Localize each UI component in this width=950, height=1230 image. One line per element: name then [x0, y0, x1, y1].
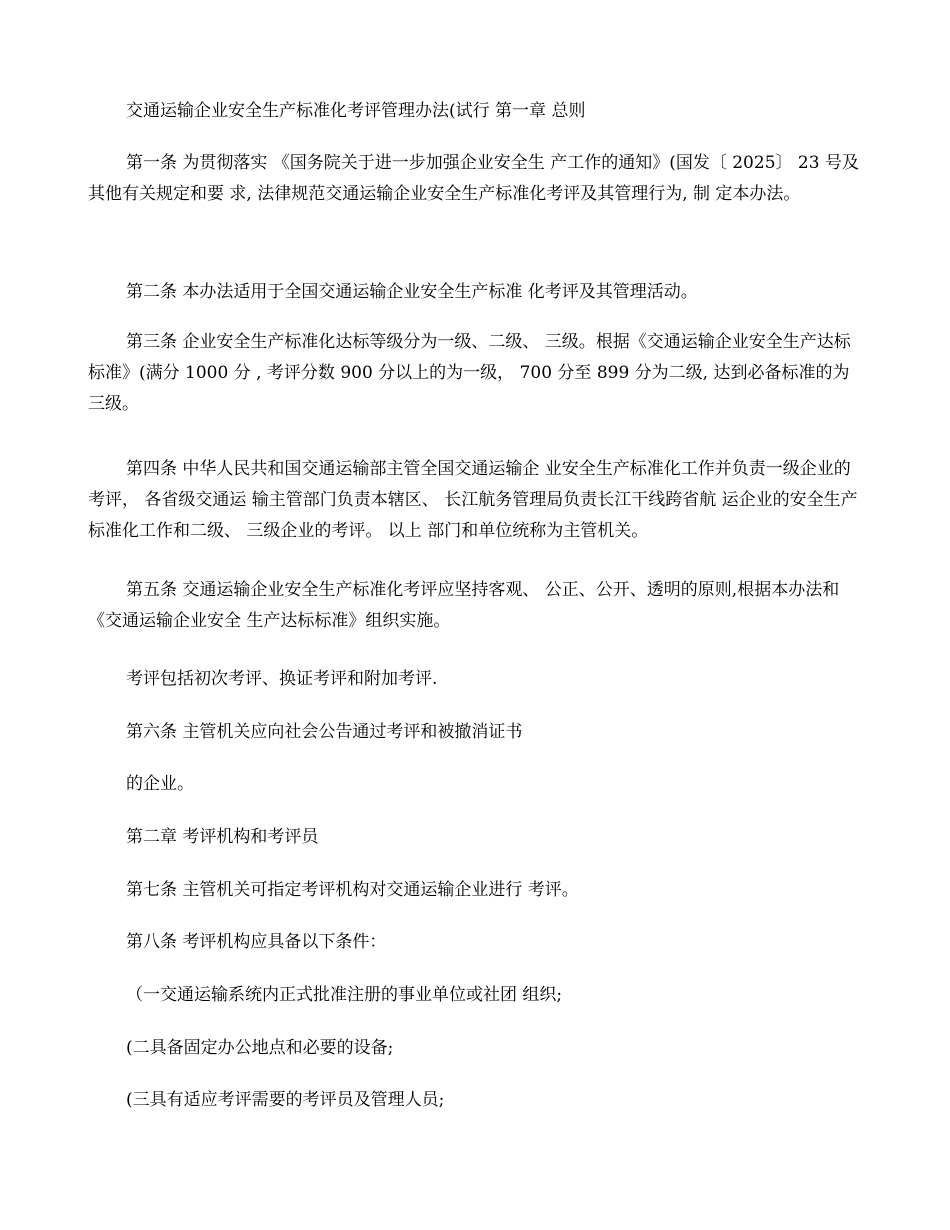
paragraph-evaluation-types: 考评包括初次考评、换证考评和附加考评.: [126, 669, 438, 689]
paragraph-article-6: 第六条 主管机关应向社会公告通过考评和被撤消证书: [126, 722, 523, 742]
list-item-2: (二具备固定办公地点和必要的设备;: [126, 1038, 394, 1058]
document-title-line: 交通运输企业安全生产标准化考评管理办法(试行 第一章 总则: [126, 101, 586, 121]
list-item-3: (三具有适应考评需要的考评员及管理人员;: [126, 1090, 445, 1110]
paragraph-article-3: 第三条 企业安全生产标准化达标等级分为一级、二级、 三级。根据《交通运输企业安全生产达标标准》(满分 1000 分 , 考评分数 900 分以上的为一级， 700 分至 899 分为二级, 达到必备标准的为三级。: [88, 332, 851, 414]
paragraph-article-6-continued: 的企业。: [126, 774, 194, 794]
paragraph-article-5: 第五条 交通运输企业安全生产标准化考评应坚持客观、 公正、公开、透明的原则,根据本办法和《交通运输企业安全 生产达标标准》组织实施。: [88, 580, 840, 631]
paragraph-article-4: 第四条 中华人民共和国交通运输部主管全国交通运输企 业安全生产标准化工作并负责一级企业的考评， 各省级交通运 输主管部门负责本辖区、 长江航务管理局负责长江干线跨省航 运企业的安全生产标准化工作和二级、 三级企业的考评。 以上 部门和单位统称为主管机关。: [88, 459, 858, 541]
chapter-2-heading: 第二章 考评机构和考评员: [126, 827, 319, 847]
paragraph-article-1: 第一条 为贯彻落实 《国务院关于进一步加强企业安全生 产工作的通知》(国发〔 2025〕 23 号及其他有关规定和要 求, 法律规范交通运输企业安全生产标准化考评及其管理行为, 制 定本办法。: [88, 153, 859, 204]
paragraph-article-2: 第二条 本办法适用于全国交通运输企业安全生产标准 化考评及其管理活动。: [126, 282, 698, 302]
paragraph-article-8: 第八条 考评机构应具备以下条件：: [126, 932, 387, 952]
paragraph-article-7: 第七条 主管机关可指定考评机构对交通运输企业进行 考评。: [126, 880, 579, 900]
list-item-1: （一交通运输系统内正式批准注册的事业单位或社团 组织;: [126, 985, 563, 1005]
